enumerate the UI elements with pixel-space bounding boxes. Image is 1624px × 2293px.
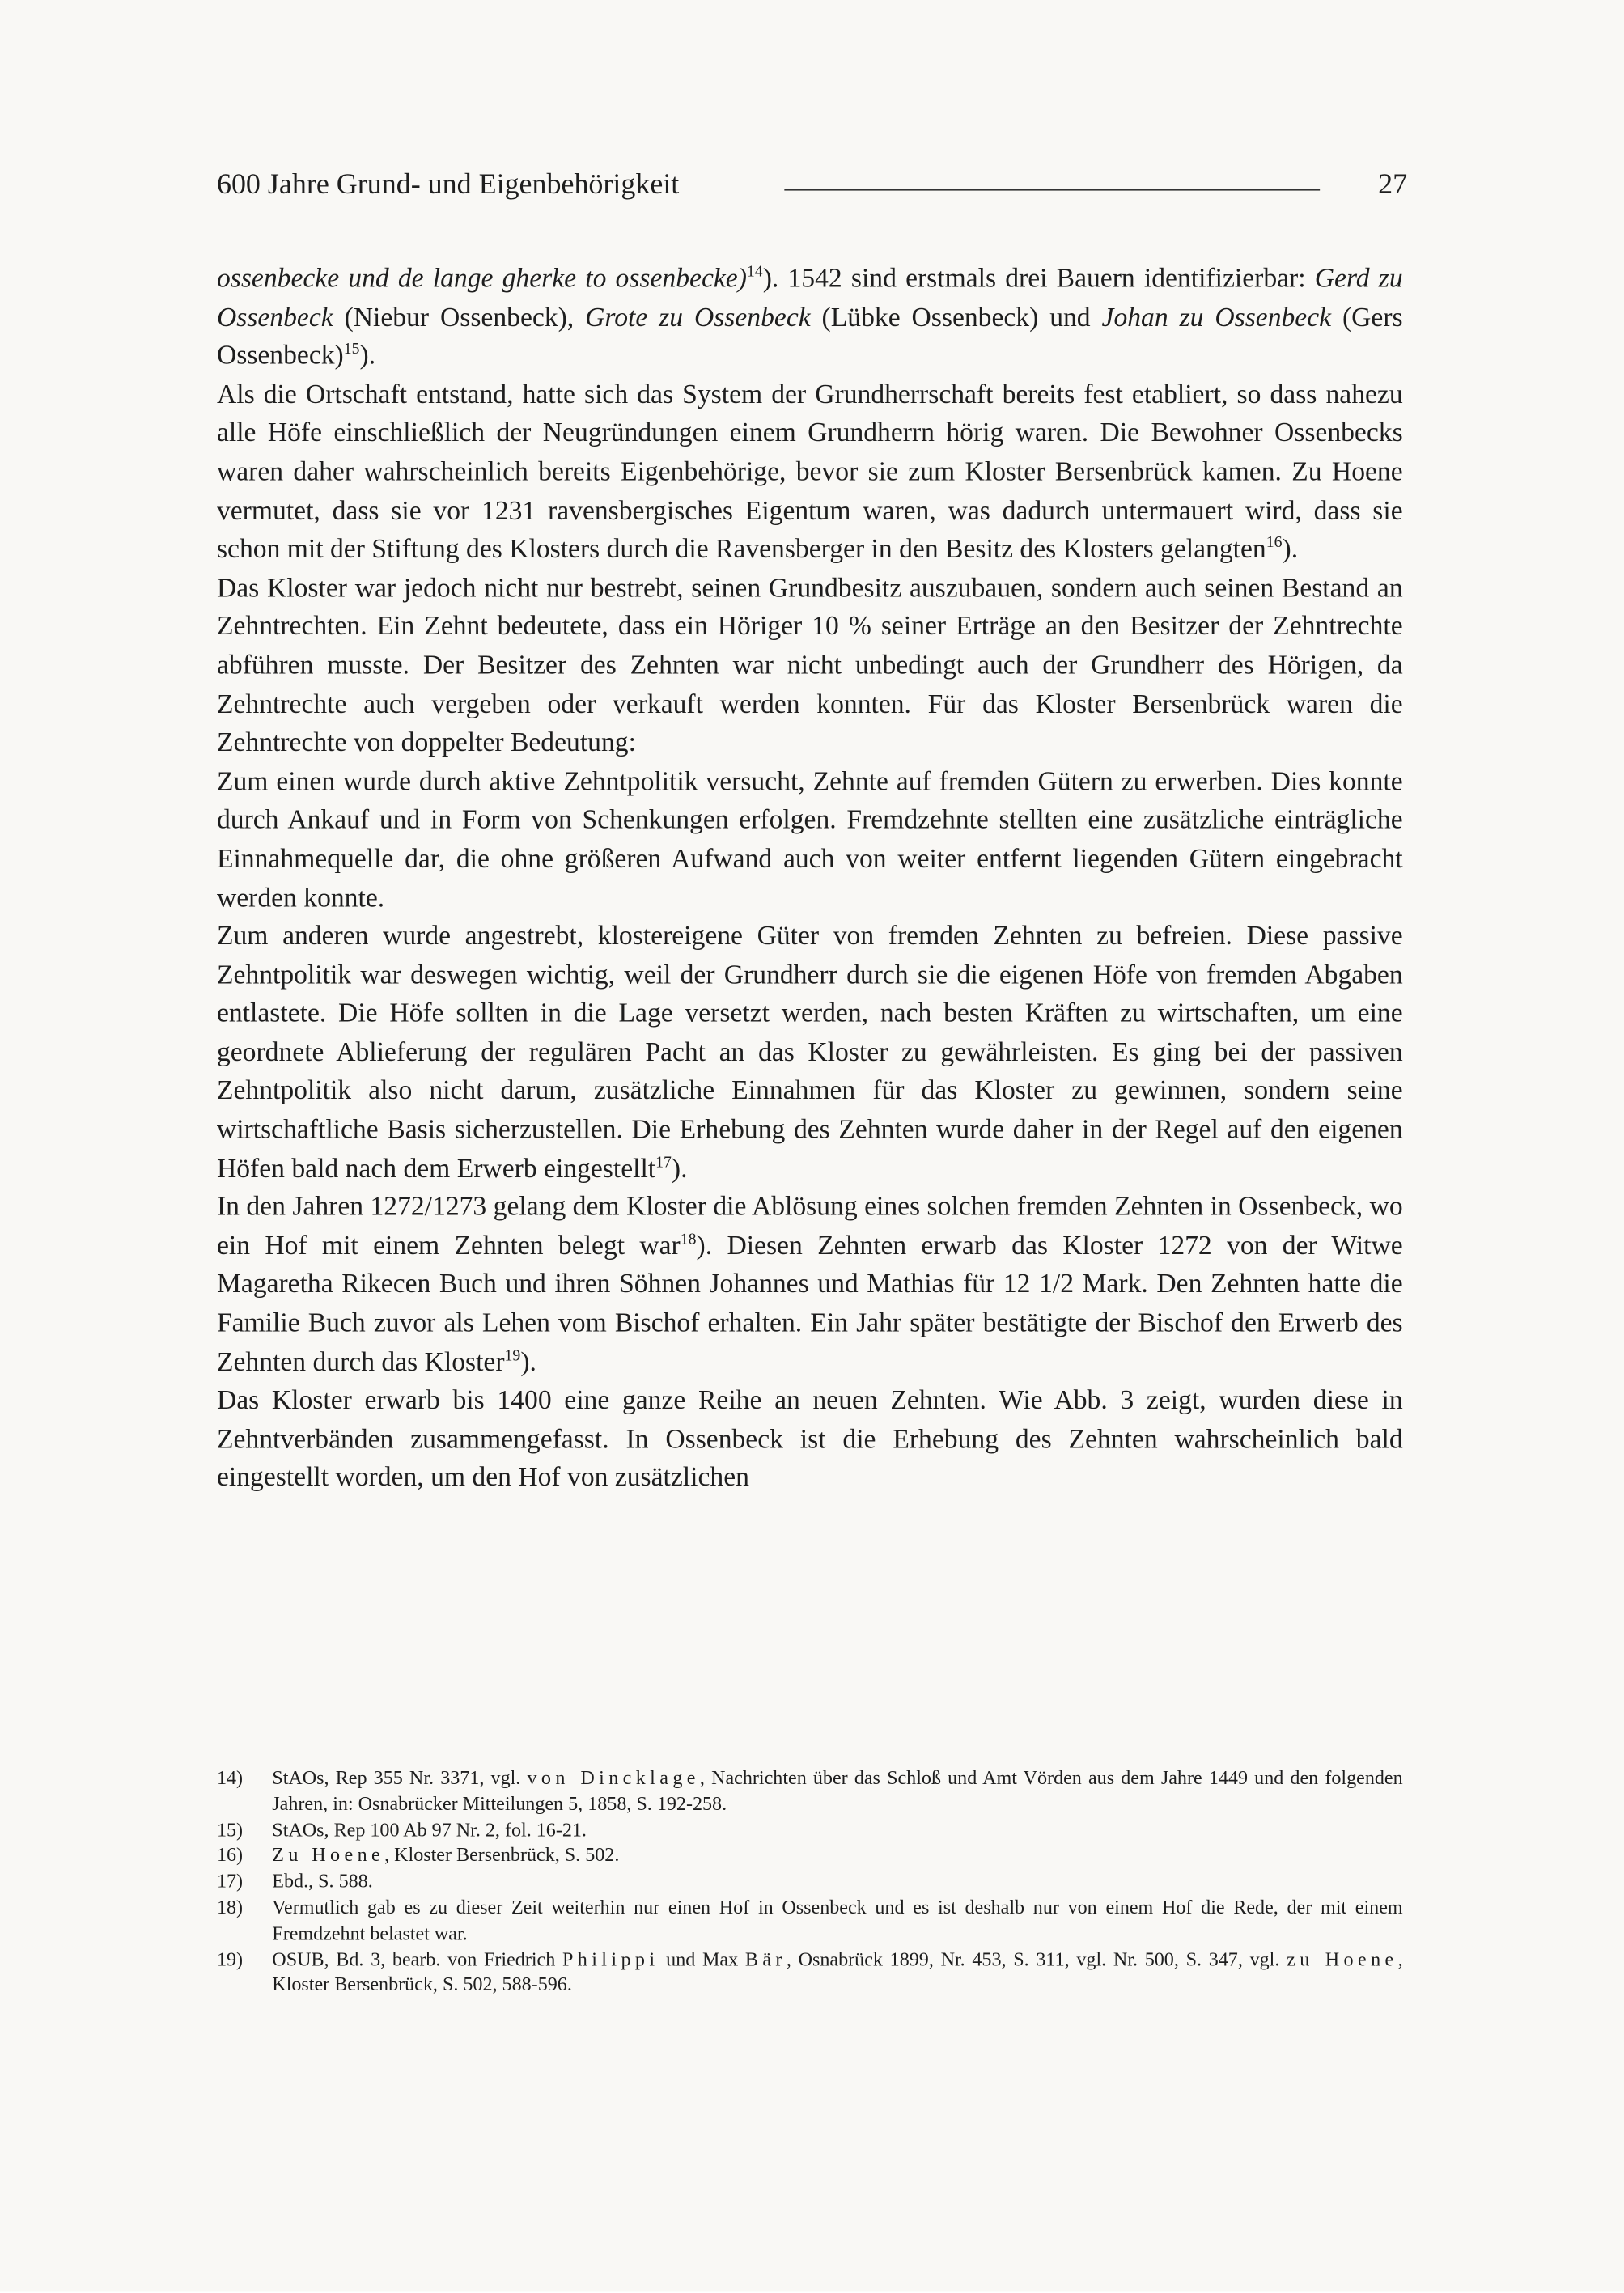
- quote-italic: ossenbecke und de lange gherke to ossenbecke): [216, 263, 747, 295]
- text: (Lübke Ossenbeck) und: [810, 302, 1102, 333]
- footnote-19: [217, 1947, 1403, 1998]
- footnote-17: [217, 1868, 1403, 1894]
- text: , Kloster Bersenbrück, S. 502.: [384, 1844, 620, 1867]
- author-spaced: von Dincklage: [527, 1766, 700, 1789]
- footnote-ref-17: 17: [655, 1153, 672, 1172]
- footnotes: [217, 1765, 1403, 1998]
- footnote-number: 16): [216, 1844, 244, 1867]
- main-text: [217, 261, 1403, 1498]
- text: Als die Ortschaft entstand, hatte sich das System der Grundherrschaft bereits fest etabliert, so dass nahezu alle Höfe einschließlich der Neugründungen einem Grundherrn hörig waren. Die Bewohner Ossenbecks waren daher wahrscheinlich bereits Eigenbehörige, bevor sie zum Kloster Bersenbrück kamen. Zu Hoene vermutet, dass sie vor 1231 ravensbergisches Eigentum waren, was dadurch untermauert wird, dass sie schon mit der Stiftung des Klosters durch die Ravensberger in den Besitz des Klosters gelangten: [216, 379, 1403, 566]
- paragraph-6: [217, 1189, 1403, 1383]
- author-spaced: Philippi: [562, 1948, 659, 1970]
- text: Zum anderen wurde angestrebt, klostereigene Güter von fremden Zehnten zu befreien. Diese passive Zehntpolitik war deswegen wichtig, weil der Grundherr durch sie die eigenen Höfe von fremden Abgaben entlastete. Die Höfe sollten in die Lage versetzt werden, nach besten Kräften zu wirtschaften, um eine geordnete Ablieferung der regulären Pacht an das Kloster zu gewährleisten. Es ging bei der passiven Zehntpolitik also nicht darum, zusätzliche Einnahmen für das Kloster zu gewinnen, sondern seine wirtschaftliche Basis sicherzustellen. Die Erhebung des Zehnten wurde daher in der Regel auf den eigenen Höfen bald nach dem Erwerb eingestellt: [216, 921, 1403, 1185]
- text: (Gers Ossenbeck): [216, 302, 1403, 371]
- running-header-title: 600 Jahre Grund- und Eigenbehörigkeit: [216, 168, 680, 201]
- paragraph-2: [217, 376, 1403, 570]
- text: und Max: [659, 1948, 745, 1970]
- footnote-ref-15: 15: [343, 341, 360, 358]
- text: ).: [520, 1346, 536, 1378]
- author-spaced: Bär: [744, 1948, 787, 1970]
- footnote-15: [217, 1816, 1403, 1842]
- name-italic: Grote zu Ossenbeck: [585, 302, 811, 333]
- paragraph-7: Das Kloster erwarb bis 1400 eine ganze Reihe an neuen Zehnten. Wie Abb. 3 zeigt, wurden diese in Zehntverbänden zusammengefasst. In Ossenbeck ist die Erhebung des Zehnten wahrscheinlich bald eingestellt worden, um den Hof von zusätzlichen: [216, 1385, 1403, 1494]
- text: Ebd., S. 588.: [272, 1870, 373, 1892]
- footnote-number: 14): [216, 1766, 244, 1789]
- footnote-14: [217, 1765, 1403, 1816]
- paragraph-3: Das Kloster war jedoch nicht nur bestrebt, seinen Grundbesitz auszubauen, sondern auch seinen Bestand an Zehntrechten. Ein Zehnt bedeutete, dass ein Höriger 10 % seiner Erträge an den Besitzer der Zehntrechte abführen musste. Der Besitzer des Zehnten war nicht unbedingt auch der Grundherr des Hörigen, da Zehntrechte auch vergeben oder verkauft werden konnten. Für das Kloster Bersenbrück waren die Zehntrechte von doppelter Bedeutung:: [216, 573, 1403, 759]
- text: OSUB, Bd. 3, bearb. von Friedrich: [272, 1948, 562, 1970]
- footnote-number: 17): [216, 1870, 244, 1892]
- text: Mark. Den Zehnten hatte die Familie Buch zuvor als Lehen vom Bischof erhalten. Ein Jahr später bestätigte der Bischof den Erwerb des Zehnten durch das Kloster: [216, 1269, 1403, 1378]
- paragraph-1: [217, 261, 1403, 376]
- page-number: 27: [1378, 168, 1408, 201]
- footnote-ref-14: 14: [746, 263, 763, 282]
- running-header: [217, 169, 1407, 210]
- text: ). Diesen Zehnten erwarb das Kloster 1272 von der Witwe Magaretha Rikecen Buch und ihren Söhnen Johannes und Mathias für 12: [216, 1231, 1403, 1300]
- paragraph-5: [217, 918, 1403, 1189]
- text: ). 1542 sind erstmals drei Bauern identifizierbar:: [762, 263, 1315, 295]
- name-italic: Johan zu Ossenbeck: [1101, 302, 1332, 333]
- footnote-number: 15): [216, 1818, 244, 1841]
- text: In den Jahren 1272/1273 gelang dem Kloster die Ablösung eines solchen fremden Zehnten in Ossenbeck, wo ein Hof mit einem Zehnten belegt war: [216, 1192, 1403, 1261]
- text: StAOs, Rep 100 Ab 97 Nr. 2, fol. 16-21.: [272, 1818, 587, 1841]
- text: ).: [1282, 534, 1299, 566]
- footnote-ref-18: 18: [680, 1231, 697, 1248]
- text: (Niebur Ossenbeck),: [333, 302, 586, 333]
- name-italic: Gerd zu Ossenbeck: [216, 263, 1403, 333]
- text: ).: [671, 1153, 688, 1185]
- footnote-18: [217, 1894, 1403, 1946]
- footnote-16: [217, 1842, 1403, 1868]
- text: ).: [359, 341, 376, 371]
- header-rule: [784, 189, 1320, 191]
- text: , Nachrichten über das Schloß und Amt Vörden aus dem Jahre 1449 und den folgenden Jahren, in: Osnabrücker Mitteilungen 5, 1858, S. 192-258.: [272, 1766, 1403, 1815]
- fraction-half: 1/2: [1039, 1269, 1075, 1300]
- text: Vermutlich gab es zu dieser Zeit weiterhin nur einen Hof in Ossenbeck und es ist deshalb nur von einem Hof die Rede, der mit einem Fremdzehnt belastet war.: [272, 1896, 1403, 1944]
- paragraph-4: Zum einen wurde durch aktive Zehntpolitik versucht, Zehnte auf fremden Gütern zu erwerben. Dies konnte durch Ankauf und in Form von Schenkungen erfolgen. Fremdzehnte stellten eine zusätzliche einträgliche Einnahmequelle dar, die ohne größeren Aufwand auch von weiter entfernt liegenden Gütern eingebracht werden konnte.: [216, 766, 1403, 913]
- footnote-ref-16: 16: [1266, 534, 1283, 552]
- text: , Osnabrück 1899, Nr. 453, S. 311, vgl. Nr. 500, S. 347, vgl.: [786, 1948, 1287, 1970]
- footnote-number: 19): [216, 1948, 244, 1970]
- text: StAOs, Rep 355 Nr. 3371, vgl.: [272, 1766, 528, 1789]
- author-spaced: zu Hoene: [1287, 1948, 1398, 1970]
- text: , Kloster Bersenbrück, S. 502, 588-596.: [272, 1948, 1403, 1996]
- footnote-ref-19: 19: [504, 1346, 521, 1365]
- author-spaced: Zu Hoene: [272, 1844, 385, 1867]
- footnote-number: 18): [216, 1896, 244, 1918]
